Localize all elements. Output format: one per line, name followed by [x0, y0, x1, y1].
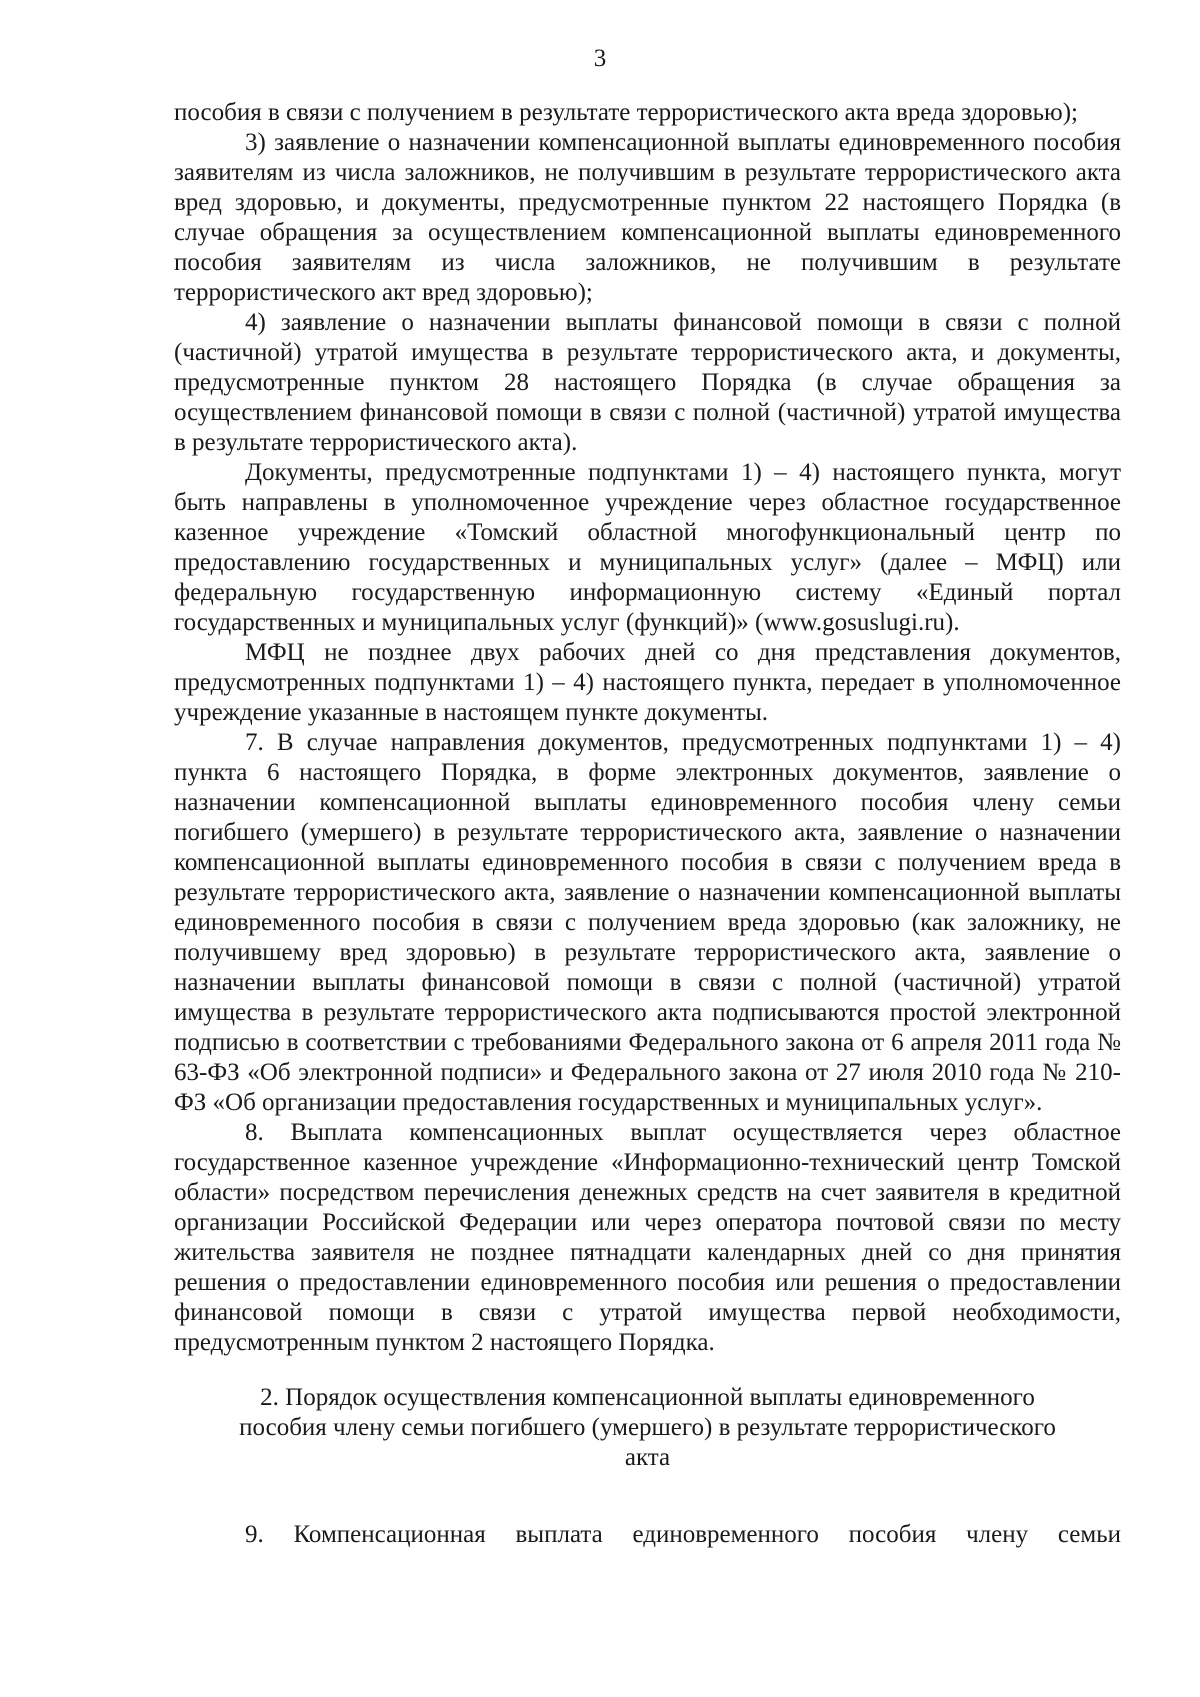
- paragraph-point-8: 8. Выплата компенсационных выплат осуществляется через областное государственное казенное учреждение «Информационно-технический центр Томской области» посредством перечисления денежных средств на счет заявителя в кредитной организации Российской Федерации или через оператора почтовой связи по месту жительства заявителя не позднее пятнадцати календарных дней со дня принятия решения о предоставлении единовременного пособия или решения о предоставлении финансовой помощи в связи с утратой имущества первой необходимости, предусмотренным пунктом 2 настоящего Порядка.: [174, 1119, 1121, 1356]
- paragraph-point-9: 9. Компенсационная выплата единовременного пособия члену семьи: [245, 1521, 1121, 1548]
- paragraph-continuation: пособия в связи с получением в результате террористического акта вреда здоровью);: [174, 99, 1078, 126]
- paragraph-point-7: 7. В случае направления документов, предусмотренных подпунктами 1) – 4) пункта 6 настоящего Порядка, в форме электронных документов, заявление о назначении компенсационной выплаты единовременного пособия члену семьи погибшего (умершего) в результате террористического акта, заявление о назначении компенсационной выплаты единовременного пособия в связи с получением вреда в результате террористического акта, заявление о назначении компенсационной выплаты единовременного пособия в связи с получением вреда здоровью (как заложнику, не получившему вред здоровью) в результате террористического акта, заявление о назначении выплаты финансовой помощи в связи с полной (частичной) утратой имущества в результате террористического акта подписываются простой электронной подписью в соответствии с требованиями Федерального закона от 6 апреля 2011 года № 63-ФЗ «Об электронной подписи» и Федерального закона от 27 июля 2010 года № 210-ФЗ «Об организации предоставления государственных и муниципальных услуг».: [174, 729, 1121, 1116]
- paragraph-item-3: 3) заявление о назначении компенсационной выплаты единовременного пособия заявителям из числа заложников, не получившим в результате террористического акта вред здоровью, и документы, предусмотренные пунктом 22 настоящего Порядка (в случае обращения за осуществлением компенсационной выплаты единовременного пособия заявителям из числа заложников, не получившим в результате террористического акт вред здоровью);: [174, 129, 1121, 306]
- paragraph-documents-submission: Документы, предусмотренные подпунктами 1) – 4) настоящего пункта, могут быть направлены в уполномоченное учреждение через областное государственное казенное учреждение «Томский областной многофункциональный центр по предоставлению государственных и муниципальных услуг» (далее – МФЦ) или федеральную государственную информационную систему «Единый портал государственных и муниципальных услуг (функций)» (www.gosuslugi.ru).: [174, 459, 1121, 636]
- paragraph-item-4: 4) заявление о назначении выплаты финансовой помощи в связи с полной (частичной) утратой имущества в результате террористического акта, и документы, предусмотренные пунктом 28 настоящего Порядка (в случае обращения за осуществлением финансовой помощи в связи с полной (частичной) утратой имущества в результате террористического акта).: [174, 309, 1121, 456]
- document-body: [174, 98, 1121, 1550]
- page-number: 3: [593, 45, 607, 72]
- section-heading: 2. Порядок осуществления компенсационной выплаты единовременного пособия члену семьи погибшего (умершего) в результате террористического акта: [239, 1384, 1056, 1471]
- paragraph-mfc-transfer: МФЦ не позднее двух рабочих дней со дня представления документов, предусмотренных подпунктами 1) – 4) настоящего пункта, передает в уполномоченное учреждение указанные в настоящем пункте документы.: [174, 639, 1121, 726]
